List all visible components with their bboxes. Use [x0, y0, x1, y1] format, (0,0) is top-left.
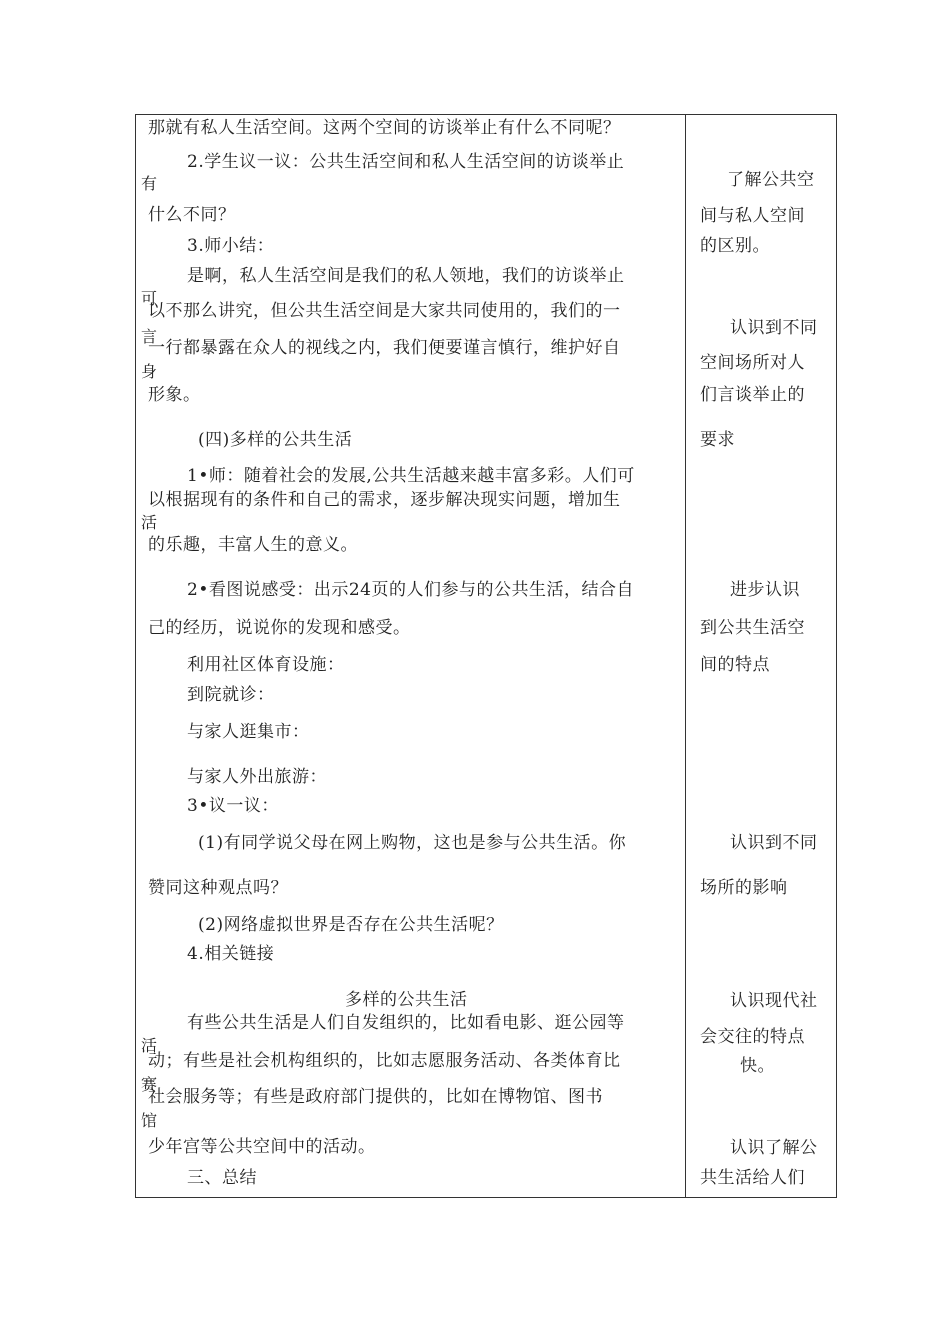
objective-line-15: 快。 [740, 1056, 775, 1076]
content-line-17: 与家人逛集市： [187, 722, 310, 742]
objective-line-1: 了解公共空 [727, 170, 815, 190]
clipped-char-2: 可 [141, 289, 158, 308]
objective-line-11: 认识到不同 [730, 833, 818, 853]
content-line-11: 以根据现有的条件和自己的需求，逐步解决现实问题，增加生 [148, 490, 621, 510]
objective-line-9: 到公共生活空 [700, 618, 805, 638]
clipped-char-7: 赛 [141, 1075, 158, 1094]
content-line-20: (1)有同学说父母在网上购物，这也是参与公共生活。你 [198, 833, 627, 853]
objective-line-7: 要求 [700, 430, 735, 450]
content-line-6: 以不那么讲究，但公共生活空间是大家共同使用的，我们的一 [148, 301, 621, 321]
content-line-5: 是啊，私人生活空间是我们的私人领地，我们的访谈举止 [187, 266, 625, 286]
content-line-19: 3•议一议： [187, 796, 279, 816]
content-line-24: 多样的公共生活 [345, 990, 468, 1010]
content-line-25: 有些公共生活是人们自发组织的，比如看电影、逛公园等 [187, 1013, 625, 1033]
content-line-16: 到院就诊： [187, 685, 275, 705]
content-line-2: 2.学生议一议：公共生活空间和私人生活空间的访谈举止 [187, 152, 625, 172]
content-line-12: 的乐趣，丰富人生的意义。 [148, 535, 358, 555]
objective-line-17: 共生活给人们 [700, 1168, 805, 1188]
content-line-1: 那就有私人生活空间。这两个空间的访谈举止有什么不同呢？ [148, 118, 621, 138]
content-line-4: 3.师小结： [187, 236, 275, 256]
content-line-8: 形象。 [148, 385, 201, 405]
objective-line-13: 认识现代社 [730, 991, 818, 1011]
objective-line-12: 场所的影响 [700, 878, 788, 898]
objective-line-2: 间与私人空间 [700, 206, 805, 226]
clipped-char-1: 有 [141, 174, 158, 193]
clipped-char-6: 活 [141, 1036, 158, 1055]
objective-line-6: 们言谈举止的 [700, 385, 805, 405]
objective-line-16: 认识了解公 [730, 1138, 818, 1158]
content-line-23: 4.相关链接 [187, 944, 275, 964]
content-line-3: 什么不同？ [148, 205, 236, 225]
content-line-27: 社会服务等；有些是政府部门提供的，比如在博物馆、图书 [148, 1087, 603, 1107]
objective-line-4: 认识到不同 [730, 318, 818, 338]
content-line-15: 利用社区体育设施： [187, 655, 345, 675]
clipped-char-8: 馆 [141, 1111, 158, 1130]
content-line-21: 赞同这种观点吗？ [148, 878, 288, 898]
content-line-26: 动；有些是社会机构组织的，比如志愿服务活动、各类体育比 [148, 1051, 621, 1071]
objective-line-14: 会交往的特点 [700, 1027, 805, 1047]
content-line-9: (四)多样的公共生活 [198, 430, 353, 450]
content-line-28: 少年宫等公共空间中的活动。 [148, 1137, 376, 1157]
objective-line-5: 空间场所对人 [700, 353, 805, 373]
objective-line-10: 间的特点 [700, 655, 770, 675]
objective-line-3: 的区别。 [700, 236, 770, 256]
clipped-char-4: 身 [141, 362, 158, 381]
column-divider [685, 114, 686, 1198]
content-line-14: 己的经历，说说你的发现和感受。 [148, 618, 411, 638]
content-line-29: 三、总结 [187, 1168, 257, 1188]
content-line-7: 一行都暴露在众人的视线之内，我们便要谨言慎行，维护好自 [148, 338, 621, 358]
objective-line-8: 进步认识 [730, 580, 800, 600]
content-line-10: 1•师：随着社会的发展,公共生活越来越丰富多彩。人们可 [187, 466, 635, 486]
clipped-char-3: 言 [141, 327, 158, 346]
content-line-22: (2)网络虚拟世界是否存在公共生活呢？ [198, 915, 504, 935]
content-line-13: 2•看图说感受：出示24页的人们参与的公共生活，结合自 [187, 580, 634, 600]
content-line-18: 与家人外出旅游： [187, 767, 327, 787]
clipped-char-5: 活 [141, 513, 158, 532]
